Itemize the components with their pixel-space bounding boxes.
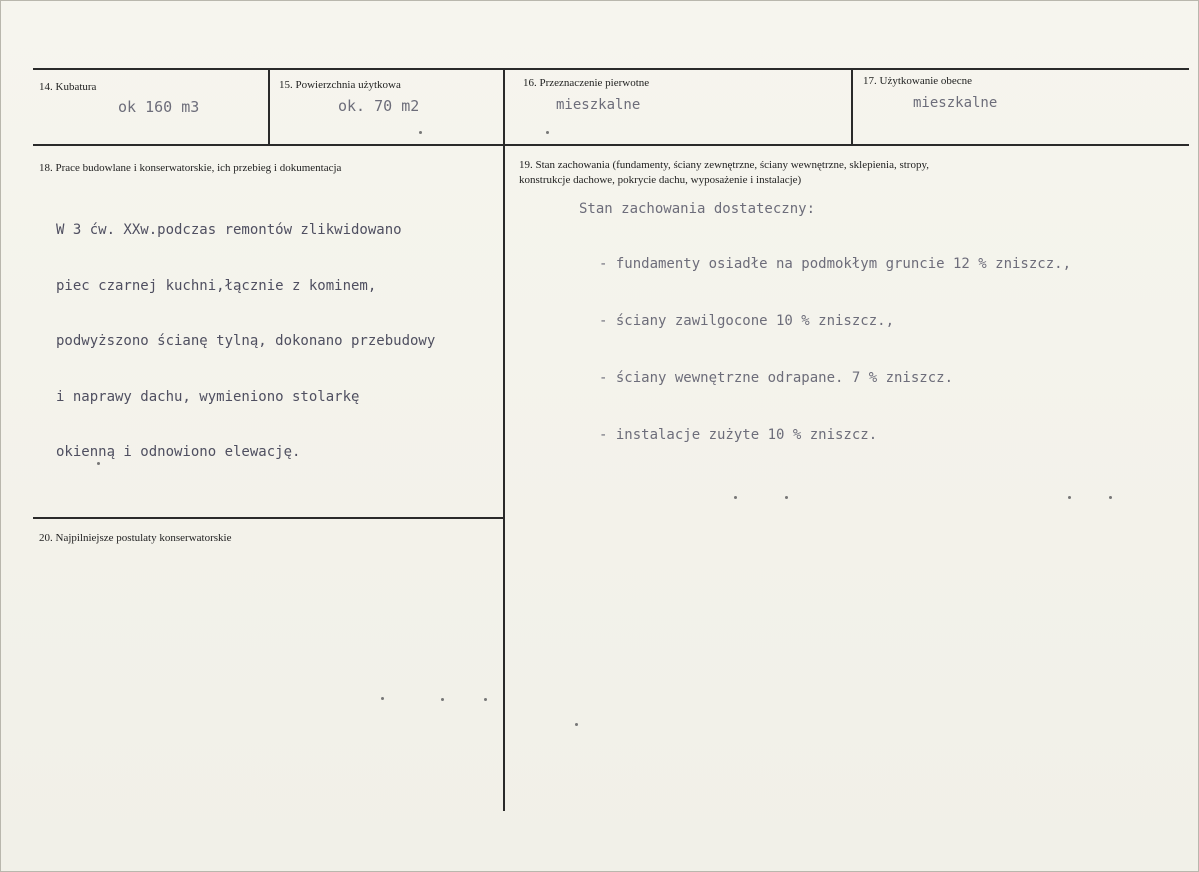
- field-18-line: W 3 ćw. XXw.podczas remontów zlikwidowano: [56, 222, 402, 238]
- field-18-line: i naprawy dachu, wymieniono stolarkę: [56, 388, 360, 405]
- divider-16-17: [851, 68, 853, 146]
- field-19-item: - ściany zawilgocone 10 % zniszcz.,: [599, 313, 895, 329]
- divider-left-right: [503, 144, 505, 811]
- divider-14-15: [268, 68, 270, 146]
- scan-speck: [785, 496, 788, 499]
- field-19-item: - fundamenty osiadłe na podmokłym gruncie 12 % zniszcz.,: [599, 256, 1072, 272]
- field-16-value: mieszkalne: [556, 97, 641, 113]
- field-18-line: piec czarnej kuchni,łącznie z kominem,: [56, 277, 377, 294]
- scan-speck: [1068, 496, 1071, 499]
- field-18-label: 18. Prace budowlane i konserwatorskie, ich przebieg i dokumentacja: [39, 162, 342, 174]
- scan-speck: [381, 697, 384, 700]
- field-18-line: okienną i odnowiono elewację.: [56, 444, 301, 460]
- scan-speck: [419, 131, 422, 134]
- scan-speck: [484, 698, 487, 701]
- field-20-label: 20. Najpilniejsze postulaty konserwatorskie: [39, 532, 232, 544]
- scan-speck: [97, 462, 100, 465]
- field-15-label: 15. Powierzchnia użytkowa: [279, 79, 401, 91]
- scan-speck: [734, 496, 737, 499]
- field-15-value: ok. 70 m2: [338, 97, 420, 115]
- field-19-heading: Stan zachowania dostateczny:: [579, 201, 816, 217]
- field-14-value: ok 160 m3: [118, 98, 200, 116]
- field-16-label: 16. Przeznaczenie pierwotne: [523, 77, 650, 89]
- field-19-label-line-2: konstrukcje dachowe, pokrycie dachu, wyposażenie i instalacje): [519, 174, 802, 186]
- field-17-value: mieszkalne: [913, 95, 998, 111]
- scan-speck: [575, 723, 578, 726]
- top-rule: [33, 68, 1189, 70]
- row-rule-1: [33, 144, 1189, 146]
- row-rule-2: [33, 517, 504, 519]
- field-19-label: [519, 158, 929, 188]
- scan-speck: [441, 698, 444, 701]
- divider-15-16: [503, 68, 505, 146]
- field-14-label: 14. Kubatura: [39, 81, 97, 93]
- field-19-item: - instalacje zużyte 10 % zniszcz.: [599, 427, 878, 443]
- field-17-label: 17. Użytkowanie obecne: [863, 75, 973, 87]
- field-19-label-line-1: 19. Stan zachowania (fundamenty, ściany zewnętrzne, ściany wewnętrzne, sklepienia, stropy,: [519, 159, 930, 171]
- field-18-line: podwyższono ścianę tylną, dokonano przebudowy: [56, 333, 436, 349]
- scan-speck: [1109, 496, 1112, 499]
- field-19-item: - ściany wewnętrzne odrapane. 7 % zniszcz.: [599, 370, 954, 386]
- scan-speck: [546, 131, 549, 134]
- field-19-list: [599, 217, 1071, 483]
- field-18-text: [56, 184, 435, 499]
